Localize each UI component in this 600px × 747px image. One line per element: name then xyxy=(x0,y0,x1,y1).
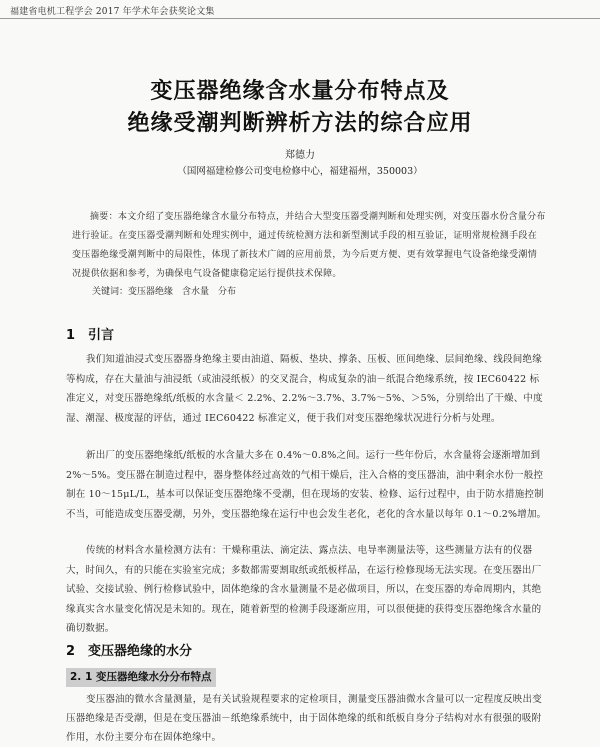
intro-paragraph-2: 新出厂的变压器绝缘纸/纸板的水含量大多在 0.4%～0.8%之间。运行一些年份后，水含量将会逐渐增加到 2%～5%。变压器在制造过程中，器身整体经过高效的气相干燥后，注入合格的变压器油，油中剩余水份一般控制在 10～15μL/L，基本可以保证变压器绝缘不受潮，但在现场的安装、检修、运行过程中，由于防水措施控制不当，可能造成变压器受潮，另外，变压器绝缘在运行中也会发生老化，老化的含水量以每年 0.1～0.2%增加。 xyxy=(66,450,547,520)
intro-paragraph-1: 我们知道油浸式变压器器身绝缘主要由油道、隔板、垫块、撑条、压板、匝间绝缘、层间绝缘、线段间绝缘等构成，存在大量油与油浸纸（或油浸纸板）的交叉混合，构成复杂的油－纸混合绝缘系统，按 IEC60422 标准定义，对变压器绝缘纸/纸板的水含量＜ 2.2%、2.2%～3.7%、3.7%～5%、＞5%，分别给出了干燥、中度湿、潮湿、极度湿的评估，通过 IEC60422 标准定义，便于我们对变压器绝缘状况进行分析与处理。 xyxy=(66,354,543,424)
section-heading-insulation-moisture xyxy=(66,640,192,659)
intro-paragraph-3: 传统的材料含水量检测方法有：干燥称重法、滴定法、露点法、电导率测量法等，这些测量方法有的仪器大，时间久，有的只能在实验室完成；多数都需要割取纸或纸板样品，在运行检修现场无法实现。在变压器出厂试验、交接试验、例行检修试验中，固体绝缘的含水量测量不是必做项目，所以，在变压器的寿命周期内，其绝缘真实含水量变化情况是未知的。现在，随着新型的检测手段逐渐应用，可以很便捷的获得变压器绝缘含水量的确切数据。 xyxy=(66,545,542,635)
title-line-1: 变压器绝缘含水量分布特点及 xyxy=(150,79,450,104)
section-title: 变压器绝缘的水分 xyxy=(88,644,193,659)
subsection-number: 2. 1 xyxy=(70,671,93,683)
subsection-title: 变压器绝缘水分分布特点 xyxy=(96,671,212,683)
title-line-2: 绝缘受潮判断辨析方法的综合应用 xyxy=(127,111,473,136)
keywords: 关键词：变压器绝缘 含水量 分布 xyxy=(92,287,237,297)
subsection-heading xyxy=(66,668,216,687)
abstract: 摘要：本文介绍了变压器绝缘含水量分布特点，并结合大型变压器受潮判断和处理实例，对变压器水份含量分布进行验证。在变压器受潮判断和处理实例中，通过传统检测方法和新型测试手段的相互验证，证明常规检测手段在变压器绝缘受潮判断中的局限性，体现了新技术广阔的应用前景，为今后更方便、更有效掌握电气设备绝缘受潮情况提供依据和参考，为确保电气设备健康稳定运行提供技术保障。 xyxy=(72,212,546,279)
section-title: 引言 xyxy=(88,328,115,343)
section-number: 2 xyxy=(66,644,76,659)
affiliation: （国网福建检修公司变电检修中心，福建福州，350003） xyxy=(177,166,423,177)
section-number: 1 xyxy=(66,328,76,343)
section-heading-introduction xyxy=(66,324,114,343)
running-header: 福建省电机工程学会 2017 年学术年会获奖论文集 xyxy=(10,7,215,17)
author: 郑德力 xyxy=(285,150,315,161)
section2-paragraph-1: 变压器油的微水含量测量，是有关试验规程要求的定检项目，测量变压器油微水含量可以一定程度反映出变压器绝缘是否受潮，但是在变压器油－纸绝缘系统中，由于固体绝缘的纸和纸板自身分子结构对水有很强的吸附作用，水份主要分布在固体绝缘中。 xyxy=(66,694,542,743)
header-divider xyxy=(0,18,600,19)
